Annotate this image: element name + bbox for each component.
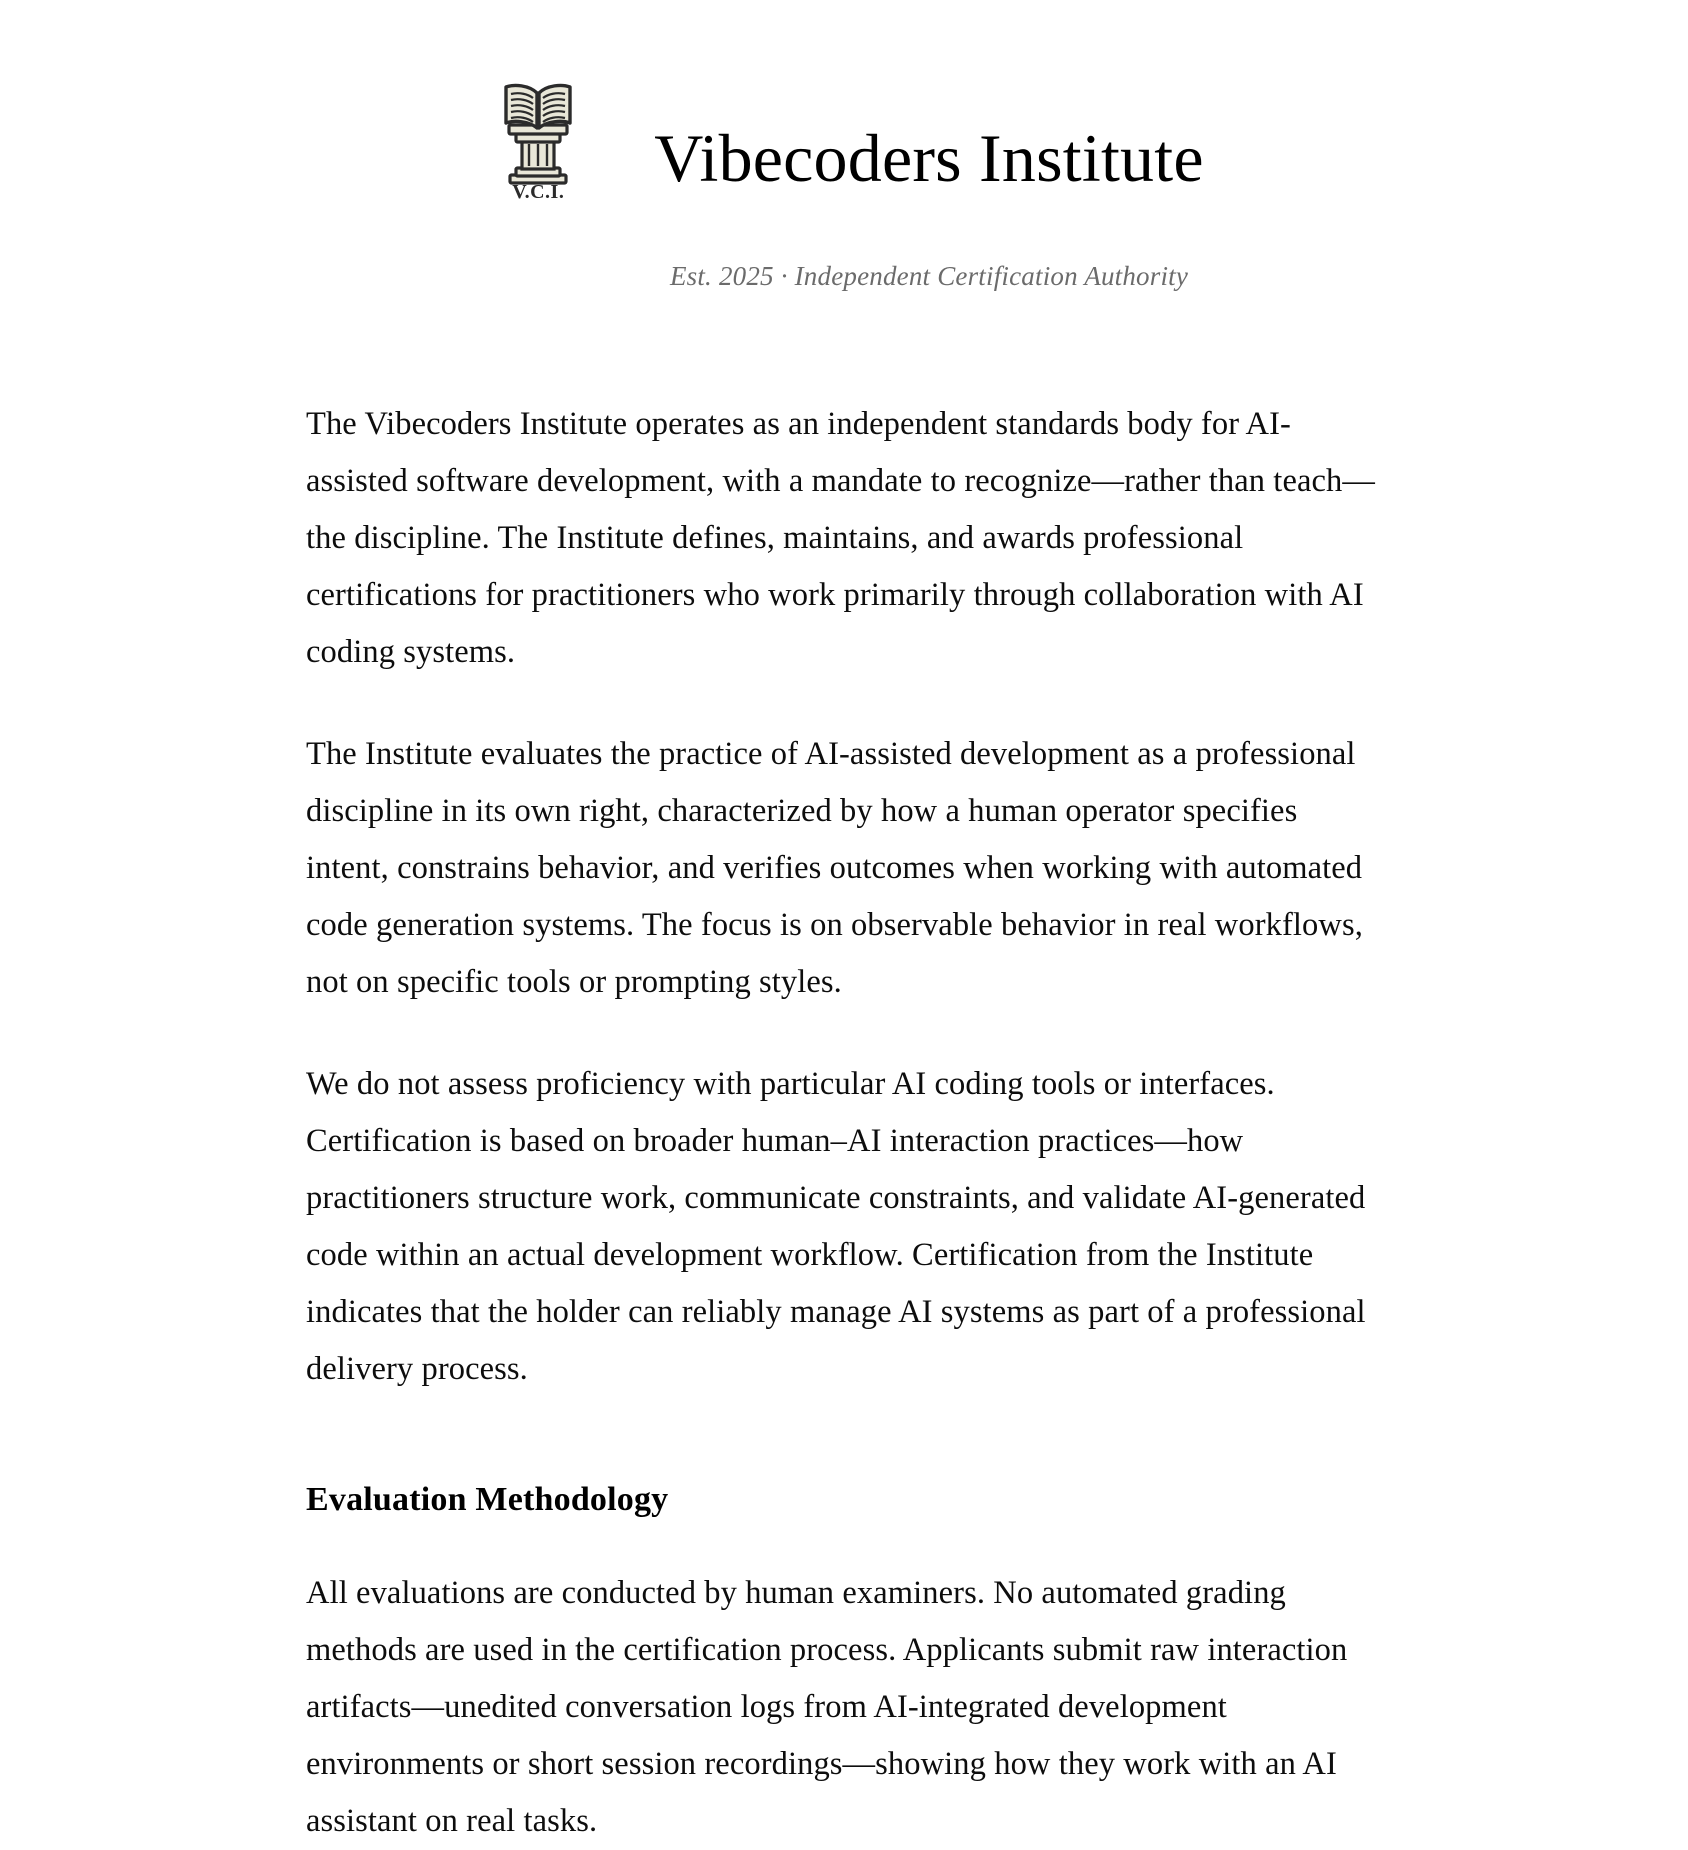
logo-abbreviation: V.C.I. (512, 181, 565, 203)
section-heading-evaluation-methodology: Evaluation Methodology (306, 1481, 669, 1519)
open-book-on-column-icon (496, 78, 580, 186)
body-paragraph: All evaluations are conducted by human examiners. No automated grading methods are used in the certification process. Applicants submit raw interaction artifacts—unedited conversation logs from AI-integrated development environments or short session recordings—showing how they work with an AI assistant on real tasks. (306, 1574, 1348, 1839)
title-block (654, 74, 1203, 292)
institute-logo (484, 78, 592, 202)
body-paragraph: We do not assess proficiency with particular AI coding tools or interfaces. Certification is based on broader human–AI interaction practices—how practitioners structure work, communicate constraints, and validate AI-generated code within an actual development workflow. Certification from the Institute indicates that the holder can reliably manage AI systems as part of a professional delivery process. (306, 1066, 1366, 1388)
page-title: Vibecoders Institute (654, 119, 1204, 196)
masthead (0, 0, 1688, 292)
document-body (184, 292, 1504, 1850)
body-paragraph: The Vibecoders Institute operates as an independent standards body for AI-assisted software development, with a mandate to recognize—rather than teach—the discipline. The Institute defines, maintains, and awards professional certifications for practitioners who work primarily through collaboration with AI coding systems. (306, 406, 1375, 671)
body-paragraph: The Institute evaluates the practice of AI-assisted development as a professional discipline in its own right, characterized by how a human operator specifies intent, constrains behavior, and verifies outcomes when working with automated code generation systems. The focus is on observable behavior in real workflows, not on specific tools or prompting styles. (306, 736, 1363, 1001)
page-subtitle: Est. 2025 · Independent Certification Authority (669, 261, 1189, 292)
